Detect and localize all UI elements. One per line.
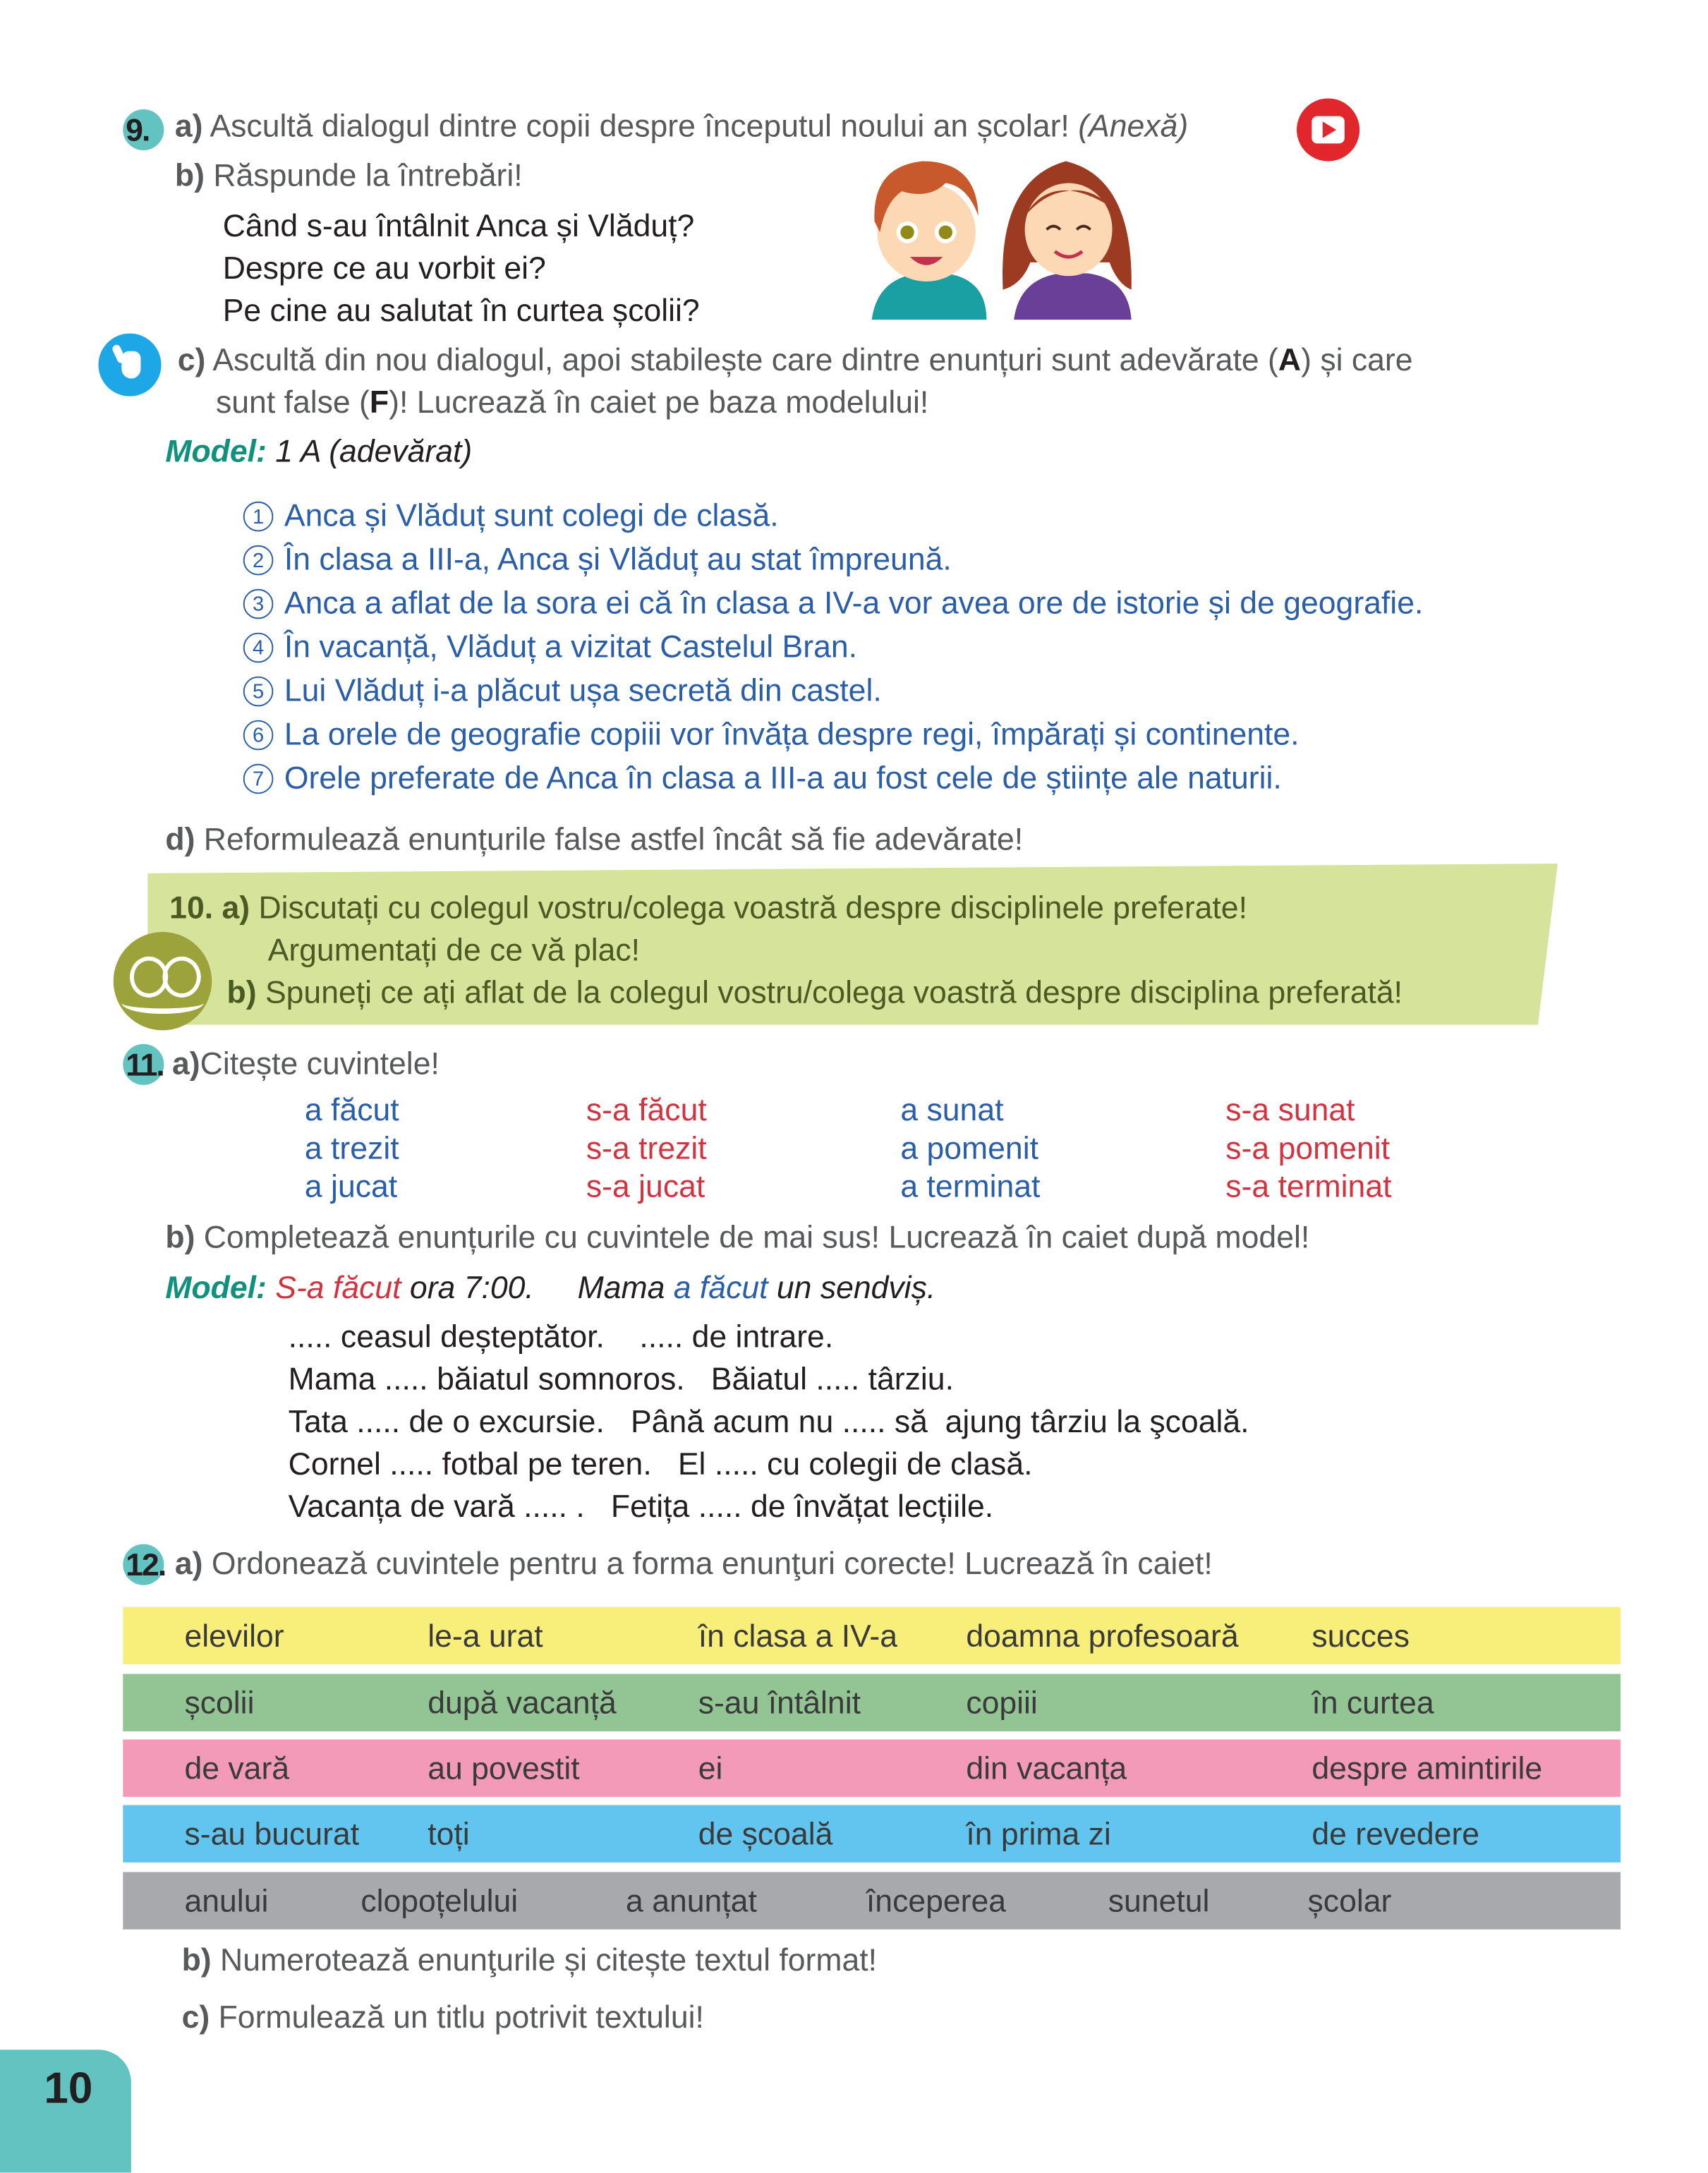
word-cell: școlii	[184, 1685, 255, 1721]
statement-item	[243, 670, 882, 710]
word-row	[123, 1674, 1621, 1731]
word-cell: din vacanța	[966, 1750, 1127, 1786]
word-item: a trezit	[304, 1130, 399, 1166]
page-number: 10	[44, 2063, 93, 2113]
model-label: Model:	[165, 1269, 267, 1305]
question-item: Despre ce au vorbit ei?	[222, 250, 546, 286]
model-verb: a făcut	[673, 1269, 768, 1305]
instruction-text: Ascultă dialogul dintre copii despre începutul noului an școlar!	[202, 108, 1079, 144]
ex12-c-instruction	[182, 1997, 704, 2038]
ex9-c-instruction-line2	[216, 381, 928, 422]
statement-item	[243, 713, 1300, 754]
instruction-text: )! Lucrează în caiet pe baza modelului!	[389, 384, 929, 420]
instruction-text: Ordonează cuvintele pentru a forma enunţuri corecte! Lucrează în caiet!	[202, 1545, 1213, 1581]
word-cell: succes	[1312, 1618, 1410, 1654]
word-cell: începerea	[866, 1882, 1007, 1919]
word-cell: s-au întâlnit	[698, 1685, 861, 1721]
word-cell: despre amintirile	[1312, 1750, 1543, 1786]
word-row	[123, 1872, 1621, 1929]
word-cell: școlar	[1307, 1882, 1392, 1919]
exercise-number: 11.	[126, 1046, 164, 1082]
ex9-c-instruction	[178, 339, 1413, 380]
word-cell: anului	[184, 1882, 269, 1919]
question-item: Când s-au întâlnit Anca și Vlăduț?	[222, 207, 695, 243]
item-label: b)	[226, 974, 257, 1010]
word-cell: copiii	[966, 1685, 1038, 1721]
word-cell: în prima zi	[966, 1816, 1111, 1852]
statement-text: La orele de geografie copiii vor învăța despre regi, împărați și continente.	[284, 715, 1300, 752]
word-item: s-a pomenit	[1225, 1130, 1391, 1166]
word-cell: s-au bucurat	[184, 1816, 360, 1852]
exercise-11-badge	[123, 1044, 164, 1085]
word-cell: în curtea	[1312, 1685, 1434, 1721]
word-cell: după vacanță	[428, 1685, 617, 1721]
instruction-text: Spuneți ce ați aflat de la colegul vostru/colega voastră despre disciplina preferată!	[256, 974, 1403, 1010]
ex9-b-instruction	[175, 155, 523, 195]
word-item: a pomenit	[900, 1130, 1038, 1166]
sentence-item: ..... ceasul deșteptător. ..... de intrare.	[288, 1319, 834, 1355]
instruction-text: sunt false (	[216, 384, 370, 420]
word-cell: sunetul	[1108, 1882, 1210, 1919]
word-cell: au povestit	[428, 1750, 580, 1786]
instruction-text: Răspunde la întrebări!	[204, 157, 523, 193]
ex12-a-instruction	[175, 1543, 1213, 1584]
false-letter: F	[369, 384, 389, 420]
word-cell: a anunțat	[626, 1882, 757, 1919]
word-item: a jucat	[304, 1168, 398, 1204]
sentence-item: Mama ..... băiatul somnoros. Băiatul ..... târziu.	[288, 1361, 954, 1397]
model-text: ora 7:00. Mama	[401, 1269, 674, 1305]
statement-number: 1	[243, 502, 274, 532]
word-cell: de școală	[698, 1816, 833, 1852]
word-item: s-a făcut	[586, 1091, 707, 1127]
word-cell: în clasa a IV-a	[698, 1618, 897, 1654]
statement-text: Orele preferate de Anca în clasa a III-a au fost cele de științe ale naturii.	[284, 759, 1282, 796]
word-cell: toți	[428, 1816, 470, 1852]
statement-text: Anca a aflat de la sora ei că în clasa a IV-a vor avea ore de istorie și de geografie.	[284, 584, 1424, 621]
item-label: a)	[174, 108, 203, 144]
ex12-b-instruction	[182, 1939, 877, 1980]
statement-number: 2	[243, 545, 274, 576]
instruction-text: Formulează un titlu potrivit textului!	[210, 1999, 704, 2035]
pair-work-icon	[114, 932, 212, 1030]
exercise-number: 9.	[126, 111, 150, 148]
ex10-a-instruction	[169, 887, 1247, 928]
word-cell: doamna profesoară	[966, 1618, 1239, 1654]
statement-number: 6	[243, 720, 274, 751]
instruction-text: Citește cuvintele!	[200, 1045, 440, 1082]
ex10-a-instruction-line2: Argumentați de ce vă plac!	[267, 931, 641, 968]
hand-touch-icon	[98, 334, 161, 397]
statement-text: Anca și Vlăduț sunt colegi de clasă.	[284, 497, 779, 533]
word-item: s-a terminat	[1225, 1168, 1392, 1204]
statement-number: 4	[243, 633, 274, 663]
word-cell: clopoțelului	[361, 1882, 519, 1919]
instruction-text: Numerotează enunţurile și citește textul format!	[211, 1942, 878, 1978]
word-cell: ei	[698, 1750, 723, 1786]
statement-number: 3	[243, 589, 274, 619]
word-cell: elevilor	[184, 1618, 284, 1654]
exercise-number: 10.	[169, 889, 214, 926]
item-label: b)	[181, 1942, 212, 1978]
model-label: Model:	[165, 432, 267, 469]
word-cell: de revedere	[1312, 1816, 1480, 1852]
item-label: a)	[174, 1545, 203, 1581]
word-item: s-a trezit	[586, 1130, 707, 1166]
question-item: Pe cine au salutat în curtea școlii?	[222, 292, 700, 328]
ex9-d-instruction	[165, 818, 1023, 859]
statement-text: În clasa a III-a, Anca și Vlăduț au stat împreună.	[284, 540, 952, 577]
statement-item	[243, 495, 779, 535]
word-item: a făcut	[304, 1091, 399, 1127]
statement-text: În vacanță, Vlăduț a vizitat Castelul Bran.	[284, 628, 858, 665]
item-label: b)	[165, 1218, 195, 1254]
item-label: a)	[222, 889, 250, 926]
sentence-item: Tata ..... de o excursie. Până acum nu ..... să ajung târziu la şcoală.	[288, 1403, 1249, 1439]
ex9-a-instruction	[175, 105, 1188, 146]
word-item: s-a jucat	[586, 1168, 705, 1204]
sentence-item: Cornel ..... fotbal pe teren. El ..... cu colegii de clasă.	[288, 1446, 1033, 1482]
ex11-a-instruction	[172, 1043, 440, 1084]
model-text: 1 A (adevărat)	[266, 432, 473, 469]
word-row	[123, 1805, 1621, 1863]
statement-number: 5	[243, 677, 274, 707]
page-number-tab	[0, 2050, 131, 2172]
ex10-b-instruction	[227, 972, 1403, 1012]
word-item: a terminat	[900, 1168, 1041, 1204]
statement-item	[243, 538, 952, 579]
ex11-model	[165, 1266, 935, 1307]
word-item: s-a sunat	[1225, 1091, 1355, 1127]
statement-text: Lui Vlăduț i-a plăcut ușa secretă din castel.	[284, 672, 882, 708]
true-letter: A	[1278, 341, 1302, 377]
instruction-text: Completează enunțurile cu cuvintele de mai sus! Lucrează în caiet după model!	[195, 1218, 1310, 1254]
statement-item	[243, 626, 857, 667]
sentence-item: Vacanța de vară ..... . Fetița ..... de învățat lecțiile.	[288, 1488, 994, 1524]
instruction-text: ) și care	[1301, 341, 1413, 377]
children-illustration	[861, 153, 1141, 320]
instruction-text: Reformulează enunțurile false astfel încât să fie adevărate!	[195, 821, 1024, 857]
instruction-text: Discutați cu colegul vostru/colega voastră despre disciplinele preferate!	[250, 889, 1247, 926]
item-label: d)	[165, 821, 195, 857]
statement-item	[243, 582, 1424, 623]
model-reflexive-verb: S-a făcut	[266, 1269, 401, 1305]
exercise-12-badge	[123, 1544, 164, 1585]
word-row	[123, 1607, 1621, 1664]
word-cell: le-a urat	[428, 1618, 543, 1654]
exercise-9-badge	[123, 109, 164, 150]
play-video-icon[interactable]	[1297, 98, 1359, 161]
item-label: c)	[181, 1999, 210, 2035]
word-item: a sunat	[900, 1091, 1004, 1127]
instruction-text: Ascultă din nou dialogul, apoi stabilește care dintre enunțuri sunt adevărate (	[205, 341, 1278, 377]
model-text: un sendviș.	[768, 1269, 936, 1305]
ex11-b-instruction	[165, 1216, 1309, 1257]
item-label: a)	[172, 1045, 200, 1082]
statement-item	[243, 757, 1282, 798]
word-cell: de vară	[184, 1750, 290, 1786]
statement-number: 7	[243, 764, 274, 794]
item-label: b)	[174, 157, 205, 193]
item-label: c)	[177, 341, 206, 377]
word-row	[123, 1740, 1621, 1797]
exercise-number: 12.	[126, 1546, 166, 1582]
annex-reference: (Anexă)	[1078, 108, 1189, 144]
ex9-model	[165, 430, 472, 471]
